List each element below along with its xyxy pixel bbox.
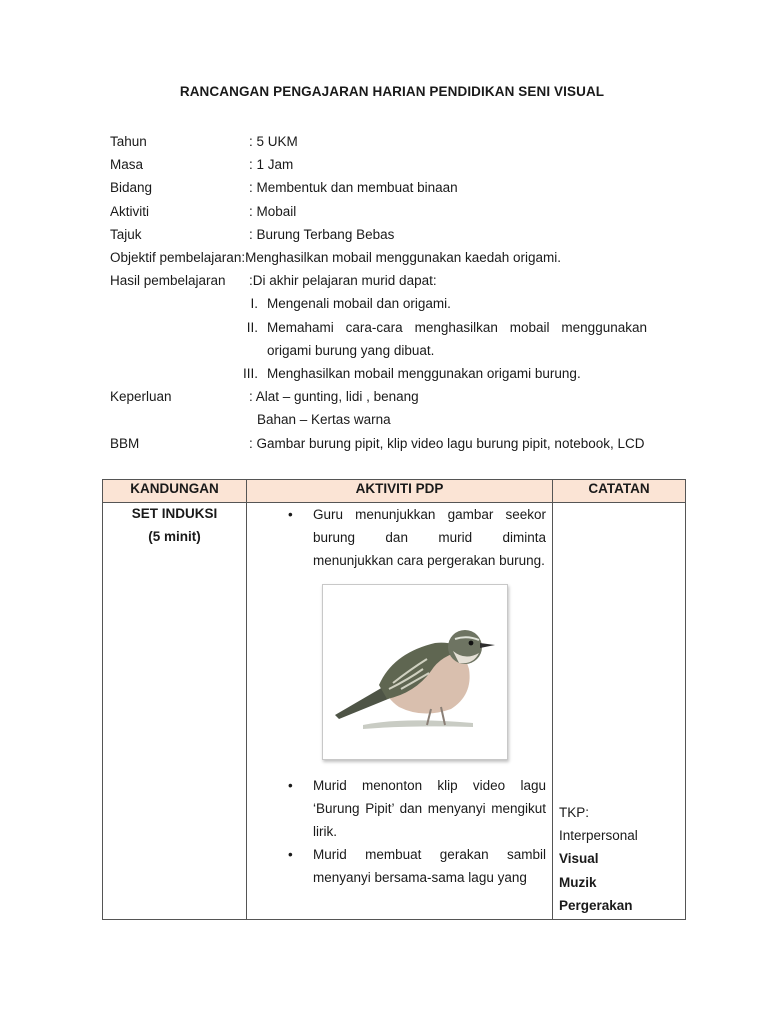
cell-catatan [553,503,686,920]
info-value: : Membentuk dan membuat binaan [249,180,458,196]
info-label: Hasil pembelajaran [110,273,226,289]
table-header-row [103,480,686,503]
note-visual: Visual [559,851,599,867]
list-item: • Guru menunjukkan gambar seekor burung dan murid diminta menunjukkan cara pergerakan burung. [247,503,552,573]
set-induksi-duration: (5 minit) [148,529,201,544]
info-label: Aktiviti [110,203,150,219]
info-row-tajuk [110,223,680,246]
bird-image [322,584,508,760]
cell-aktiviti [247,503,553,920]
cell-kandungan [103,503,247,920]
list-item: • Murid membuat gerakan sambil menyanyi bersama-sama lagu yang [247,843,552,889]
info-row-aktiviti [110,200,680,223]
info-row-masa [110,153,680,176]
info-label: Tajuk [110,226,142,242]
info-value: : Gambar burung pipit, klip video lagu burung pipit, notebook, LCD [249,435,645,451]
list-item [110,292,680,315]
info-label: Keperluan [110,389,172,405]
note-muzik: Muzik [559,874,597,890]
bird-illustration [323,585,507,759]
page-title: RANCANGAN PENGAJARAN HARIAN PENDIDIKAN SENI VISUAL [179,84,605,99]
info-label: Masa [110,157,144,173]
header-kandungan: KANDUNGAN [103,480,247,503]
list-number: I. [250,296,258,312]
catatan-notes [553,801,685,917]
table-row [103,503,686,920]
set-induksi [103,502,246,548]
info-value: : Mobail [249,203,297,219]
tkp-label: TKP: [559,805,590,820]
list-item [110,316,680,362]
info-row-tahun [110,130,680,153]
list-text: Mengenali mobail dan origami. [267,296,451,312]
list-text: Menghasilkan mobail menggunakan origami burung. [267,366,581,382]
info-value-bahan: Bahan – Kertas warna [257,412,391,428]
info-label: Bidang [110,180,153,196]
info-row-hasil [110,269,680,292]
info-value: : Burung Terbang Bebas [249,226,395,242]
info-row-objektif [110,246,680,269]
header-aktiviti: AKTIVITI PDP [247,480,553,503]
aktiviti-list [247,503,552,573]
info-value: : 5 UKM [249,134,298,149]
info-label: Objektif pembelajaran: [110,250,246,266]
header-catatan: CATATAN [553,480,686,503]
list-number: III. [242,366,258,382]
info-value: Menghasilkan mobail menggunakan kaedah origami. [245,250,562,266]
info-label: BBM [110,435,140,451]
note-pergerakan: Pergerakan [559,897,633,913]
info-value: : 1 Jam [249,157,294,173]
set-induksi-title: SET INDUKSI [131,506,218,521]
info-row-bbm [110,432,680,455]
hasil-list [110,292,680,385]
list-item [110,362,680,385]
list-text: Memahami cara-cara menghasilkan mobail menggunakan origami burung yang dibuat. [267,319,647,358]
lesson-table [102,479,686,920]
info-value: : Alat – gunting, lidi , benang [249,389,419,405]
info-label: Tahun [110,134,147,149]
list-item: • Murid menonton klip video lagu ‘Burung Pipit’ dan menyanyi mengikut lirik. [247,774,552,844]
info-value: :Di akhir pelajaran murid dapat: [249,273,437,289]
list-number: II. [246,319,258,335]
info-row-bidang [110,176,680,199]
note-interpersonal: Interpersonal [559,828,638,844]
aktiviti-list-2 [247,774,552,890]
lesson-info [110,130,680,455]
info-row-keperluan [110,385,680,408]
